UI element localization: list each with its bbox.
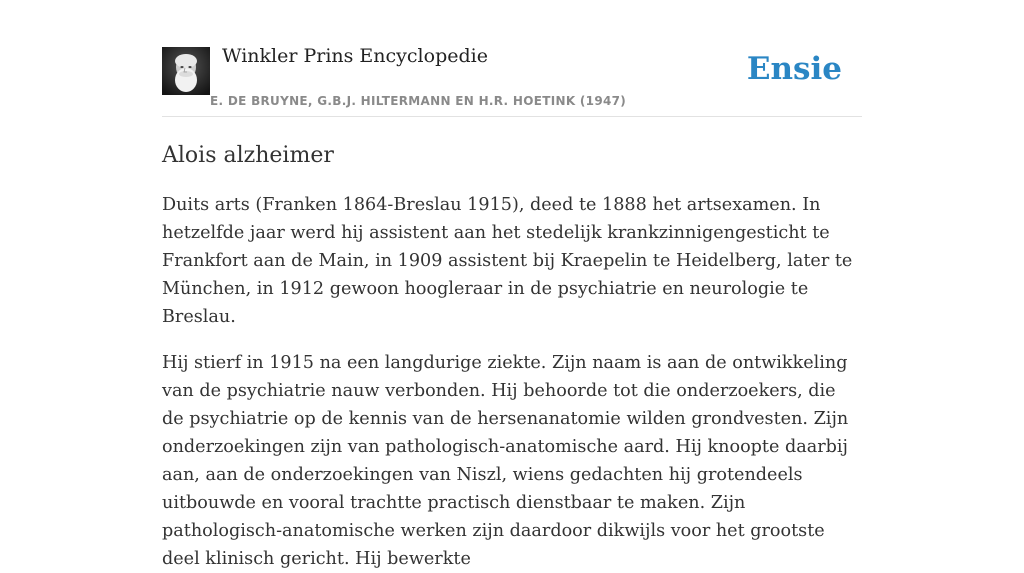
brand-logo[interactable]: Ensie <box>746 51 842 87</box>
source-authors: E. DE BRUYNE, G.B.J. HILTERMANN EN H.R. HOETINK (1947) <box>210 94 627 108</box>
article-paragraph: Hij stierf in 1915 na een langdurige ziekte. Zijn naam is aan de ontwikkeling van de psychiatrie nauw verbonden. Hij behoorde tot die onderzoekers, die de psychiatrie op de kennis van de hersenanatomie wilden grondvesten. Zijn onderzoekingen zijn van pathologisch-anatomische aard. Hij knoopte daarbij aan, aan de onderzoekingen van Niszl, wiens gedachten hij grotendeels uitbouwde en vooral trachtte practisch dienstbaar te maken. Zijn pathologisch-anatomische werken zijn daardoor dikwijls voor het grootste deel klinisch gericht. Hij bewerkte <box>162 353 849 569</box>
article-paragraph: Duits arts (Franken 1864-Breslau 1915), deed te 1888 het artsexamen. In hetzelfde jaar werd hij assistent aan het stedelijk krankzinnigengesticht te Frankfort aan de Main, in 1909 assistent bij Kraepelin te Heidelberg, later te München, in 1912 gewoon hoogleraar in de psychiatrie en neurologie te Breslau. <box>162 195 853 327</box>
content-column <box>162 0 862 573</box>
article-title: Alois alzheimer <box>162 143 334 168</box>
source-title[interactable]: Winkler Prins Encyclopedie <box>222 45 488 67</box>
source-header <box>162 0 862 117</box>
bearded-man-portrait-icon[interactable] <box>162 47 210 95</box>
